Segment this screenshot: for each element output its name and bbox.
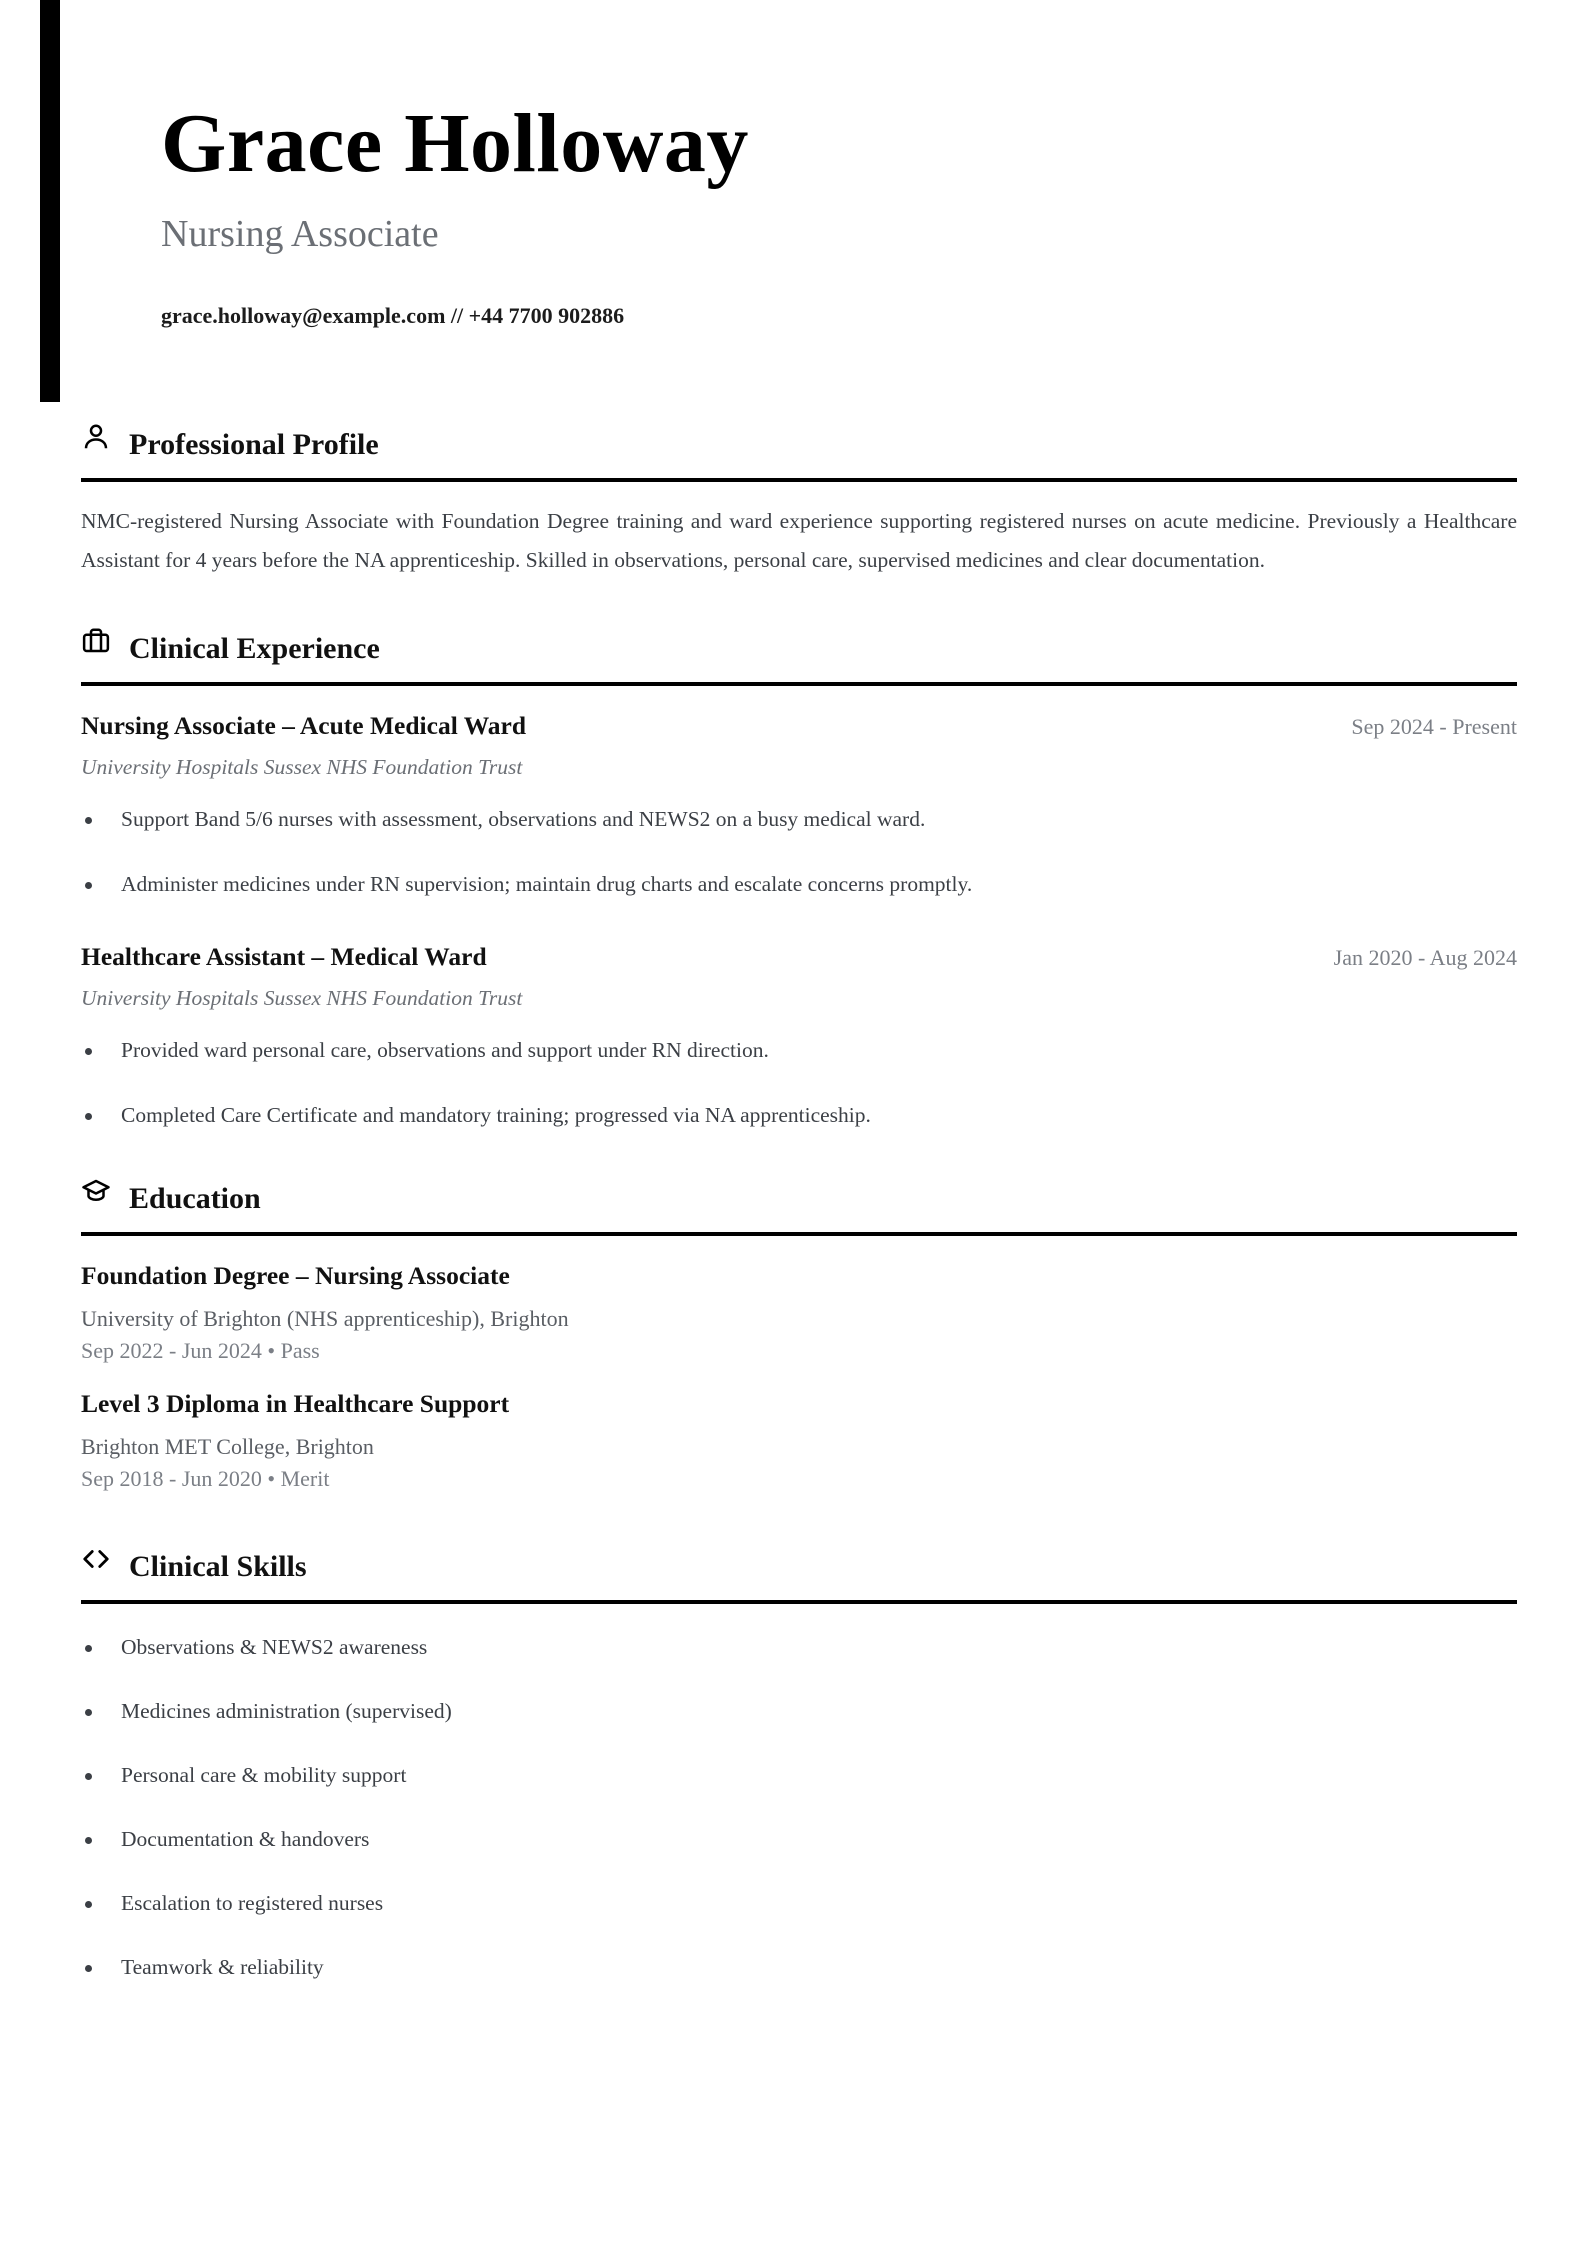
job-bullets [81, 804, 1517, 899]
person-icon [81, 422, 111, 452]
education-section [81, 1174, 1517, 1494]
resume-body [81, 420, 1517, 1982]
job-title: Nursing Associate – Acute Medical Ward [81, 711, 527, 740]
job-organization: University Hospitals Sussex NHS Foundation Trust [81, 986, 523, 1010]
job-entry [81, 941, 1517, 1130]
job-bullets [81, 1035, 1517, 1130]
bullet-item: Support Band 5/6 nurses with assessment, observations and NEWS2 on a busy medical ward. [81, 804, 1517, 834]
section-title: Professional Profile [129, 428, 379, 461]
section-title: Clinical Experience [129, 632, 380, 665]
job-date: Sep 2024 - Present [1351, 714, 1517, 739]
skill-item: Observations & NEWS2 awareness [81, 1632, 1517, 1662]
experience-section [81, 624, 1517, 1130]
education-entry [81, 1260, 1517, 1366]
section-header [81, 1174, 1517, 1236]
school-name: University of Brighton (NHS apprenticeship), Brighton [81, 1306, 569, 1331]
skill-item: Medicines administration (supervised) [81, 1696, 1517, 1726]
education-entry [81, 1388, 1517, 1494]
bullet-item: Provided ward personal care, observations and support under RN direction. [81, 1035, 1517, 1065]
candidate-name: Grace Holloway [161, 97, 749, 190]
bullet-item: Administer medicines under RN supervision; maintain drug charts and escalate concerns promptly. [81, 869, 1517, 899]
section-title: Clinical Skills [129, 1550, 307, 1583]
skills-list [81, 1632, 1517, 1982]
resume-header [161, 96, 1361, 330]
job-date: Jan 2020 - Aug 2024 [1333, 945, 1517, 970]
degree-title: Foundation Degree – Nursing Associate [81, 1261, 510, 1290]
skill-item: Documentation & handovers [81, 1824, 1517, 1854]
skill-item: Escalation to registered nurses [81, 1888, 1517, 1918]
briefcase-icon [81, 626, 111, 656]
education-dates: Sep 2022 - Jun 2024 • Pass [81, 1338, 320, 1363]
skill-item: Personal care & mobility support [81, 1760, 1517, 1790]
skills-section [81, 1542, 1517, 1982]
skill-item: Teamwork & reliability [81, 1952, 1517, 1982]
degree-title: Level 3 Diploma in Healthcare Support [81, 1389, 510, 1418]
code-brackets-icon [81, 1544, 111, 1574]
section-header [81, 420, 1517, 482]
profile-section [81, 420, 1517, 580]
contact-line: grace.holloway@example.com // +44 7700 902886 [161, 303, 625, 328]
graduation-cap-icon [81, 1176, 111, 1206]
bullet-item: Completed Care Certificate and mandatory training; progressed via NA apprenticeship. [81, 1100, 1517, 1130]
section-title: Education [129, 1182, 261, 1215]
job-entry [81, 710, 1517, 899]
section-header [81, 1542, 1517, 1604]
job-title: Healthcare Assistant – Medical Ward [81, 942, 487, 971]
header-accent-bar [40, 0, 60, 402]
job-organization: University Hospitals Sussex NHS Foundation Trust [81, 755, 523, 779]
section-header [81, 624, 1517, 686]
profile-summary: NMC-registered Nursing Associate with Foundation Degree training and ward experience supporting registered nurses on acute medicine. Previously a Healthcare Assistant for 4 years before the NA apprenticeship. Skilled in observations, personal care, supervised medicines and clear documentation. [81, 509, 1517, 572]
school-name: Brighton MET College, Brighton [81, 1434, 374, 1459]
education-dates: Sep 2018 - Jun 2020 • Merit [81, 1466, 330, 1491]
candidate-role: Nursing Associate [161, 213, 439, 255]
